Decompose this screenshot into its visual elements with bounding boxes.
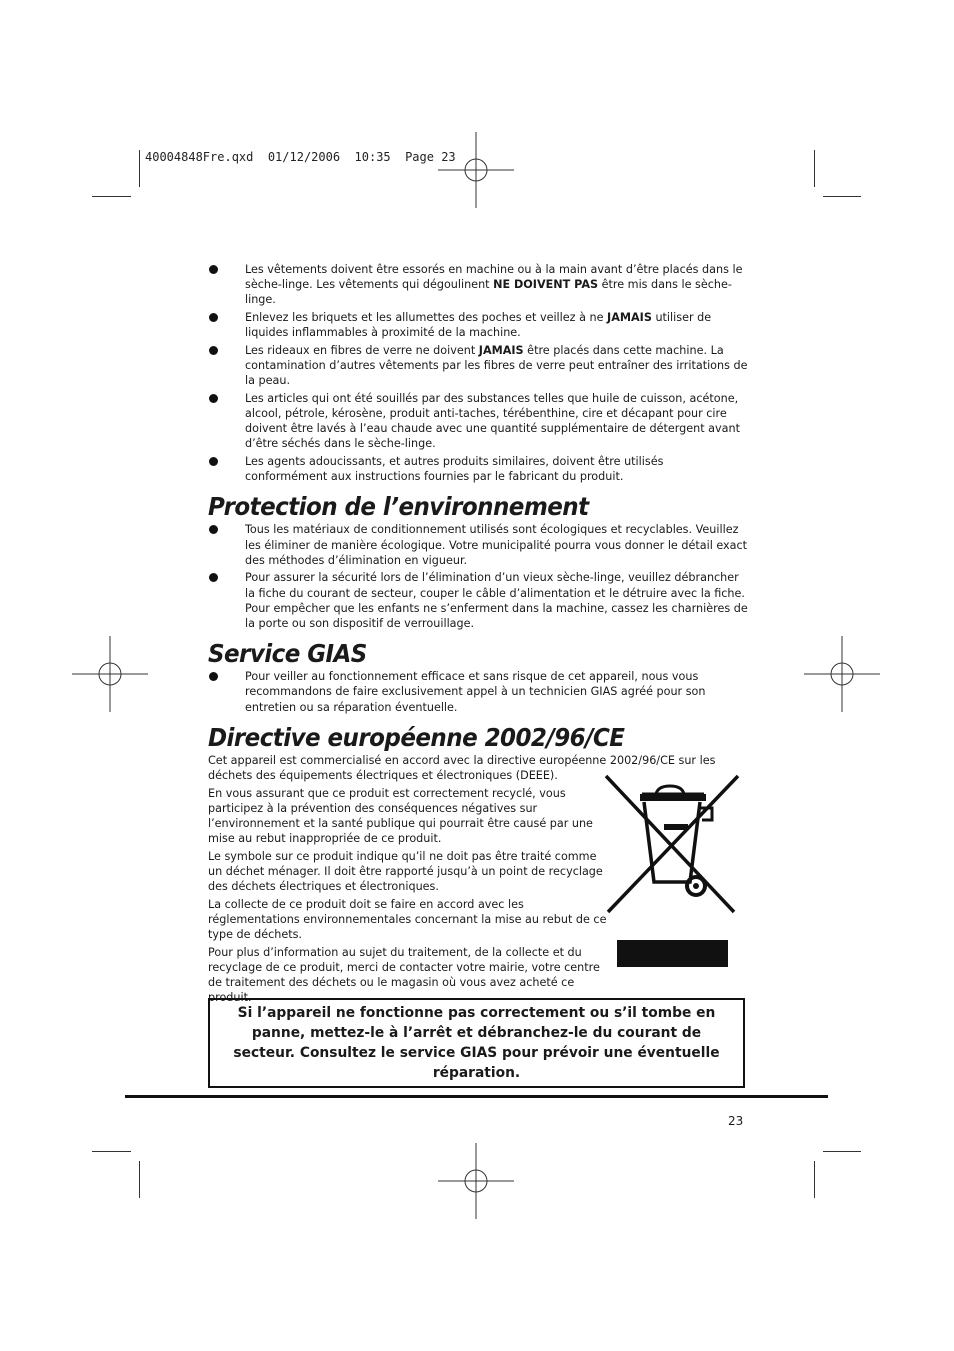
list-item: Les vêtements doivent être essorés en machine ou à la main avant d’être placés dans le sèche-linge. Les vêtements qui dégoulinent NE DOIVENT PAS être mis dans le sèche-linge. [208, 262, 748, 308]
list-item: Enlevez les briquets et les allumettes des poches et veillez à ne JAMAIS utiliser de liquides inflammables à proximité de la machine. [208, 310, 748, 340]
crop-mark [823, 196, 861, 197]
list-item: Pour veiller au fonctionnement efficace et sans risque de cet appareil, nous vous recommandons de faire exclusivement appel à un technicien GIAS agréé pour son entretien ou sa réparation éventuelle. [208, 669, 748, 715]
environment-bullet-list [208, 522, 748, 631]
weee-black-bar [617, 940, 728, 967]
directive-paragraph: En vous assurant que ce produit est correctement recyclé, vous participez à la prévention des conséquences négatives sur l’environnement et la santé publique qui pourrait être causé par une mise au rebut inappropriée de ce produit. [208, 786, 593, 846]
bullet-dot-icon [209, 672, 218, 681]
registration-mark-icon [438, 1143, 514, 1219]
service-bullet-list [208, 669, 748, 715]
list-item: Les articles qui ont été souillés par des substances telles que huile de cuisson, acétone, alcool, pétrole, kérosène, produit anti-taches, térébenthine, cire et décapant pour cire doivent être lavés à l’eau chaude avec une quantité supplémentaire de détergent avant d’être séchés dans le sèche-linge. [208, 391, 748, 452]
notice-text: Si l’appareil ne fonctionne pas correctement ou s’il tombe en panne, mettez-le à l’arrêt et débranchez-le du courant de secteur. Consultez le service GIAS pour prévoir une éventuelle réparation. [233, 1005, 720, 1081]
list-item: Les rideaux en fibres de verre ne doivent JAMAIS être placés dans cette machine. La contamination d’autres vêtements par les fibres de verre peut entraîner des irritations de la peau. [208, 343, 748, 389]
directive-paragraph: La collecte de ce produit doit se faire en accord avec les réglementations environnementales concernant la mise au rebut de ce type de déchets. [208, 897, 607, 942]
section-title-service: Service GIAS [208, 639, 367, 669]
bullet-dot-icon [209, 573, 218, 582]
directive-paragraph: Le symbole sur ce produit indique qu’il ne doit pas être traité comme un déchet ménager. Il doit être rapporté jusqu’à un point de recyclage des déchets électriques et électroniques. [208, 849, 603, 894]
bullet-dot-icon [209, 346, 218, 355]
safety-bullet-list [208, 262, 748, 484]
list-item: Les agents adoucissants, et autres produits similaires, doivent être utilisés conformément aux instructions fournies par le fabricant du produit. [208, 454, 748, 484]
directive-intro: Cet appareil est commercialisé en accord avec la directive européenne 2002/96/CE sur les déchets des équipements électriques et électroniques (DEEE). [208, 753, 716, 783]
section-title-directive: Directive européenne 2002/96/CE [208, 722, 625, 752]
crop-mark [814, 150, 815, 187]
crop-mark [814, 1161, 815, 1198]
bullet-dot-icon [209, 457, 218, 466]
crossed-out-wheelie-bin-icon [598, 772, 742, 918]
footer-rule [125, 1095, 828, 1098]
registration-mark-icon [438, 132, 514, 208]
directive-paragraph: Pour plus d’information au sujet du traitement, de la collecte et du recyclage de ce produit, merci de contacter votre mairie, votre centre de traitement des déchets ou le magasin où vous avez acheté ce produit. [208, 945, 600, 1005]
crop-mark [823, 1151, 861, 1152]
section-title-environment: Protection de l’environnement [208, 492, 589, 522]
print-slug: 40004848Fre.qxd 01/12/2006 10:35 Page 23 [145, 150, 456, 164]
page-number: 23 [728, 1114, 744, 1128]
bullet-dot-icon [209, 525, 218, 534]
crop-mark [139, 1161, 140, 1198]
registration-mark-icon [72, 636, 148, 712]
crop-mark [92, 1151, 131, 1152]
bullet-dot-icon [209, 394, 218, 403]
registration-mark-icon [804, 636, 880, 712]
bullet-dot-icon [209, 313, 218, 322]
crop-mark [139, 150, 140, 187]
directive-body [208, 786, 608, 1006]
warning-notice-box [208, 998, 745, 1088]
list-item: Tous les matériaux de conditionnement utilisés sont écologiques et recyclables. Veuillez les éliminer de manière écologique. Votre municipalité pourra vous donner le détail exact des méthodes d’élimination en vigueur. [208, 522, 748, 568]
list-item: Pour assurer la sécurité lors de l’élimination d’un vieux sèche-linge, veuillez débrancher la fiche du courant de secteur, couper le câble d’alimentation et le détruire avec la fiche. Pour empêcher que les enfants ne s’enferment dans la machine, cassez les charnières de la porte ou son dispositif de verrouillage. [208, 570, 748, 631]
bullet-dot-icon [209, 265, 218, 274]
crop-mark [92, 196, 131, 197]
